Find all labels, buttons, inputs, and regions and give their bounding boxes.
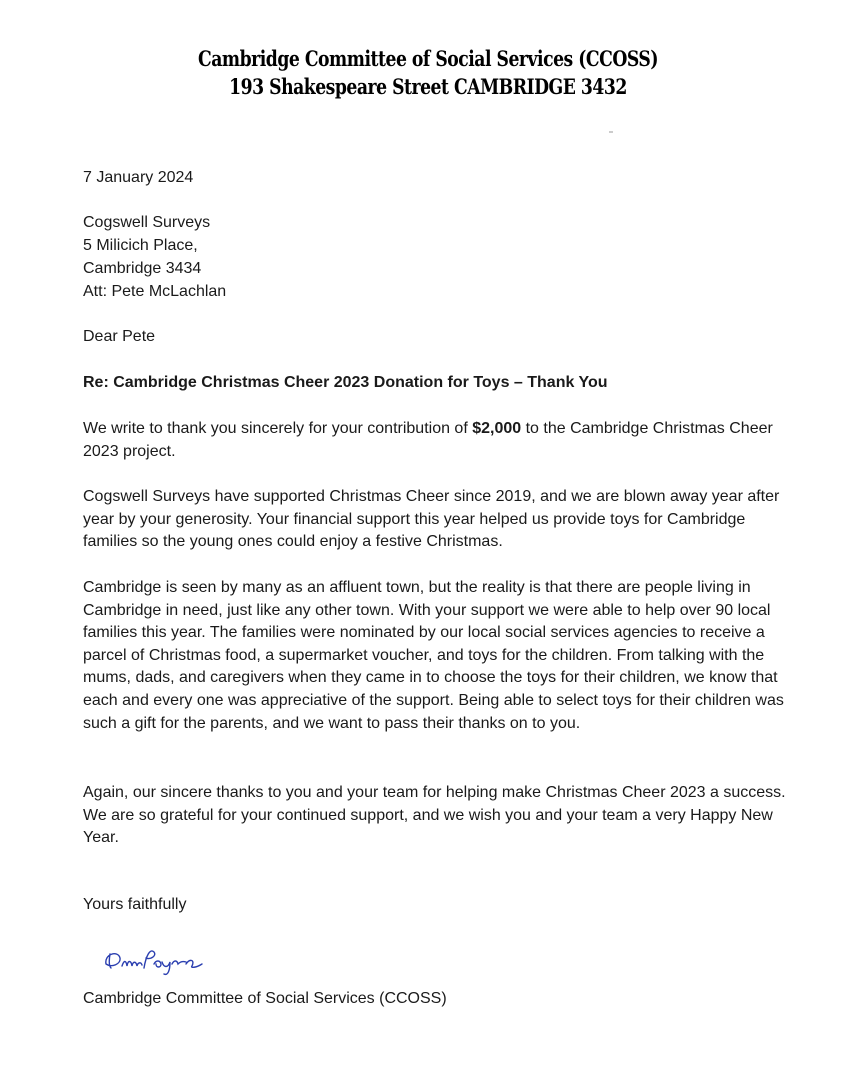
closing: Yours faithfully [83, 896, 187, 913]
paragraph-1 [83, 418, 795, 463]
recipient-company: Cogswell Surveys [83, 214, 211, 231]
paragraph-4: Again, our sincere thanks to you and your team for helping make Christmas Cheer 2023 a success. We are so grateful for your continued support, and we wish you and your team a very Happy New Year. [83, 784, 786, 847]
paragraph-2: Cogswell Surveys have supported Christmas Cheer since 2019, and we are blown away year after year by your generosity. Your financial support this year helped us provide toys for Cambridge families so the young ones could enjoy a festive Christmas. [83, 488, 780, 551]
letterhead-address: 193 Shakespeare Street CAMBRIDGE 3432 [229, 74, 627, 99]
salutation: Dear Pete [83, 328, 156, 345]
recipient-city: Cambridge 3434 [83, 260, 202, 277]
letterhead-org: Cambridge Committee of Social Services (CCOSS) [197, 46, 658, 71]
p1-text-before: We write to thank you sincerely for your contribution of [83, 420, 473, 437]
letter-date: 7 January 2024 [83, 169, 194, 186]
signature-image [100, 940, 230, 976]
recipient-attention: Att: Pete McLachlan [83, 283, 227, 300]
subject-line: Re: Cambridge Christmas Cheer 2023 Donation for Toys – Thank You [83, 374, 608, 391]
paragraph-3: Cambridge is seen by many as an affluent town, but the reality is that there are people living in Cambridge in need, just like any other town. With your support we were able to help over 90 local families this year. The families were nominated by our local social services agencies to receive a parcel of Christmas food, a supermarket voucher, and toys for the children. From talking with the mums, dads, and caregivers when they came in to choose the toys for their children, we know that each and every one was appreciative of the support. Being able to select toys for their children was such a gift for the parents, and we want to pass their thanks on to you. [83, 579, 784, 732]
p1-text-after: to the Cambridge Christmas Cheer 2023 project. [83, 420, 773, 460]
signatory-org: Cambridge Committee of Social Services (CCOSS) [83, 990, 447, 1007]
donation-amount: $2,000 [472, 420, 522, 437]
recipient-street: 5 Milicich Place, [83, 237, 198, 254]
scan-speck [609, 131, 613, 133]
